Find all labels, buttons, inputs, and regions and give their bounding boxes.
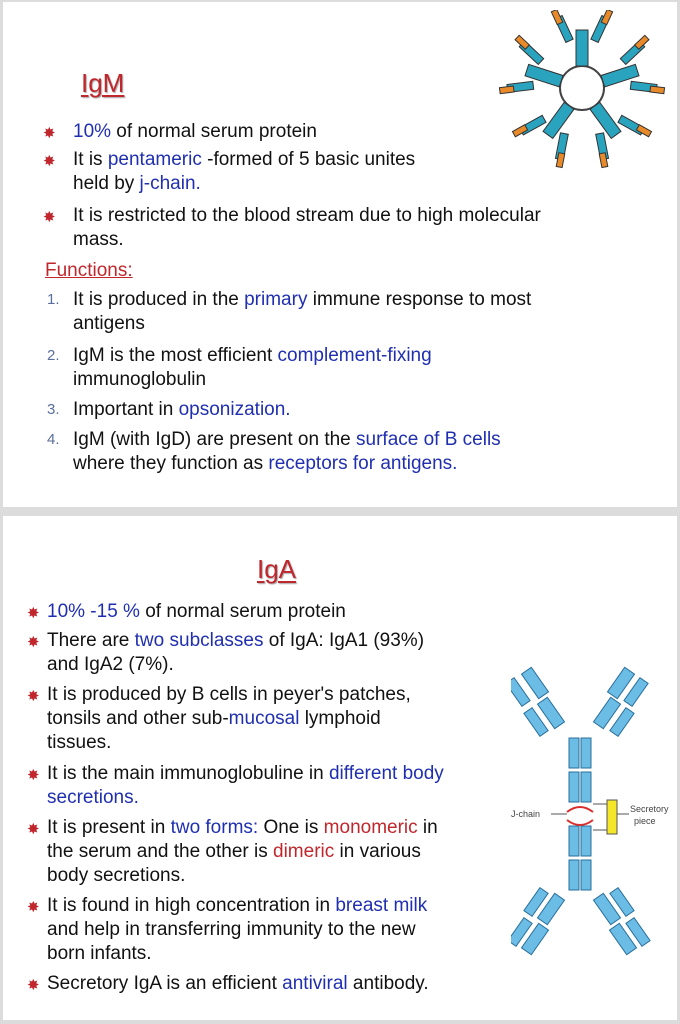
iga-bullet-6: It is found in high concentration in breast milk and help in transferring immunity to the new born infants. — [47, 895, 428, 964]
igm-pentamer-icon — [497, 10, 667, 170]
function-number: 2. — [47, 347, 60, 364]
bullet-icon: ✸ — [27, 688, 40, 705]
iga-dimer-diagram — [511, 662, 675, 962]
iga-bullet-7: Secretory IgA is an efficient antiviral antibody. — [47, 973, 429, 994]
igm-function-3: Important in opsonization. — [73, 399, 291, 420]
bullet-icon: ✸ — [43, 125, 56, 142]
igm-function-4: IgM (with IgD) are present on the surface of B cells where they function as receptors for antigens. — [73, 429, 501, 474]
secretory-label-1: Secretory — [630, 804, 669, 814]
igm-bullet-3: It is restricted to the blood stream due to high molecular mass. — [73, 205, 541, 250]
iga-bullet-1: 10% -15 % of normal serum protein — [47, 601, 346, 622]
bullet-icon: ✸ — [27, 767, 40, 784]
bullet-icon: ✸ — [27, 605, 40, 622]
function-number: 4. — [47, 431, 60, 448]
bullet-icon: ✸ — [27, 821, 40, 838]
igm-arm — [551, 10, 612, 66]
function-number: 3. — [47, 401, 60, 418]
iga-bullet-2: There are two subclasses of IgA: IgA1 (93%) and IgA2 (7%). — [47, 630, 425, 675]
bullet-icon: ✸ — [27, 977, 40, 994]
iga-bullet-5: It is present in two forms: One is monomeric in the serum and the other is dimeric in various body secretions. — [47, 817, 438, 886]
bullet-icon: ✸ — [43, 209, 56, 226]
functions-heading: Functions: — [45, 260, 133, 281]
igm-slide — [3, 2, 677, 507]
bullet-icon: ✸ — [43, 153, 56, 170]
igm-title: IgM — [81, 68, 125, 98]
function-number: 1. — [47, 291, 60, 308]
igm-function-1: It is produced in the primary immune response to most antigens — [73, 289, 532, 334]
secretory-label-2: piece — [634, 816, 656, 826]
igm-function-2: IgM is the most efficient complement-fixing immunoglobulin — [73, 345, 432, 390]
iga-bullet-4: It is the main immunoglobuline in different body secretions. — [47, 763, 444, 808]
iga-slide — [3, 516, 677, 1020]
iga-title: IgA — [257, 554, 297, 584]
bullet-icon: ✸ — [27, 899, 40, 916]
j-chain-label: J-chain — [511, 809, 541, 819]
bullet-icon: ✸ — [27, 634, 40, 651]
igm-bullet-2: It is pentameric -formed of 5 basic unites held by j-chain. — [73, 149, 416, 194]
iga-bullet-3: It is produced by B cells in peyer's patches, tonsils and other sub-mucosal lymphoid tissues. — [47, 684, 411, 753]
igm-bullet-1: 10% of normal serum protein — [73, 121, 317, 142]
